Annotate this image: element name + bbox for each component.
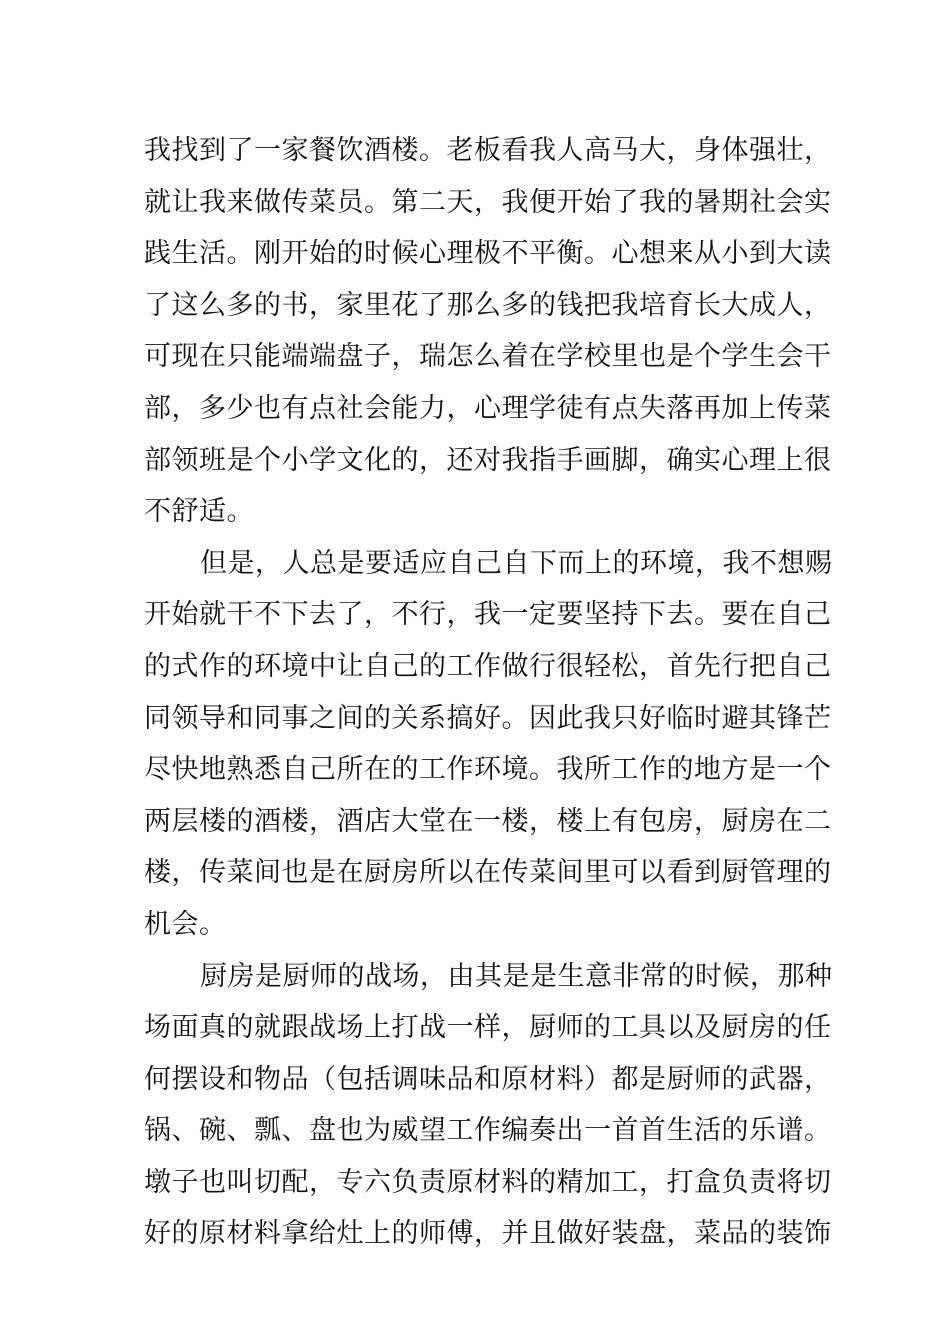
text-line: 我找到了一家餐饮酒楼。老板看我人高马大，身体强壮，: [144, 135, 832, 166]
text-line: 厨房是厨师的战场，由其是是生意非常的时候，那种: [200, 960, 833, 992]
text-line: 墩子也叫切配，专六负责原材料的精加工，打盒负责将切: [144, 1166, 832, 1198]
text-line: 的式作的环境中让自己的工作做行很轻松，首先行把自己: [144, 650, 832, 682]
text-line: 部领班是个小学文化的，还对我指手画脚，确实心理上很: [144, 444, 832, 476]
text-line: 同领导和同事之间的关系搞好。因此我只好临时避其锋芒: [144, 702, 832, 734]
text-line: 部，多少也有点社会能力，心理学徒有点失落再加上传菜: [144, 392, 832, 424]
text-line: 两层楼的酒楼，酒店大堂在一楼，楼上有包房，厨房在二: [144, 805, 832, 837]
text-line: 但是，人总是要适应自己自下而上的环境，我不想赐: [200, 547, 833, 579]
text-line: 践生活。刚开始的时候心理极不平衡。心想来从小到大读: [144, 238, 832, 270]
text-line: 锅、碗、瓢、盘也为威望工作编奏出一首首生活的乐谱。: [144, 1115, 832, 1147]
text-line: 可现在只能端端盘子，瑞怎么着在学校里也是个学生会干: [144, 341, 832, 373]
text-line: 就让我来做传菜员。第二天，我便开始了我的暑期社会实: [144, 186, 832, 218]
text-line: 楼，传菜间也是在厨房所以在传菜间里可以看到厨管理的: [144, 857, 832, 889]
text-line: 不舒适。: [144, 496, 254, 528]
text-line: 开始就干不下去了，不行，我一定要坚持下去。要在自己: [144, 599, 832, 631]
text-line: 了这么多的书，家里花了那么多的钱把我培育长大成人，: [144, 289, 832, 321]
document-body: [144, 125, 833, 1260]
text-line: 好的原材料拿给灶上的师傅，并且做好装盘，菜品的装饰: [144, 1218, 832, 1250]
text-line: 何摆设和物品（包括调味品和原材料）都是厨师的武器，: [144, 1063, 832, 1095]
text-line: 机会。: [144, 908, 227, 940]
text-line: 场面真的就跟战场上打战一样，厨师的工具以及厨房的任: [144, 1012, 832, 1044]
text-line: 尽快地熟悉自己所在的工作环境。我所工作的地方是一个: [144, 754, 832, 786]
